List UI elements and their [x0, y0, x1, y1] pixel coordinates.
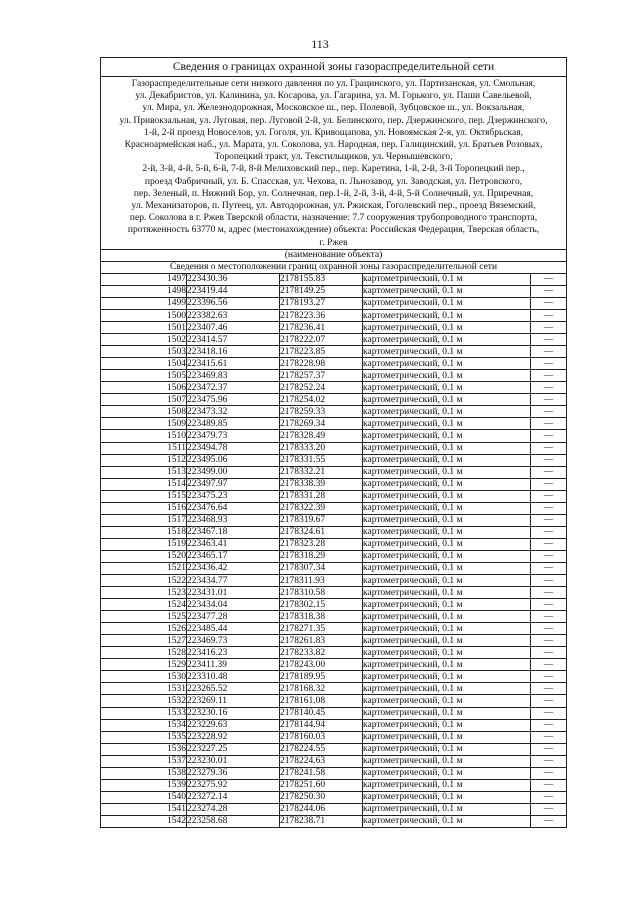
table-row [101, 647, 566, 659]
table-row [101, 478, 566, 490]
point-description: — [531, 755, 567, 767]
determination-method: картометрический, 0.1 м [363, 514, 531, 526]
determination-method: картометрический, 0.1 м [363, 490, 531, 502]
determination-method: картометрический, 0.1 м [363, 502, 531, 514]
x-coordinate: 223258.68 [187, 815, 280, 827]
point-number: 1504 [101, 358, 187, 370]
x-coordinate: 223415.61 [187, 358, 280, 370]
table-row [101, 587, 566, 599]
determination-method: картометрический, 0.1 м [363, 406, 531, 418]
table-row [101, 671, 566, 683]
x-coordinate: 223475.96 [187, 394, 280, 406]
determination-method: картометрический, 0.1 м [363, 382, 531, 394]
y-coordinate: 2178257.37 [280, 370, 363, 382]
y-coordinate: 2178241.58 [280, 767, 363, 779]
y-coordinate: 2178250.30 [280, 791, 363, 803]
point-description: — [531, 442, 567, 454]
point-number: 1530 [101, 671, 187, 683]
page-number: 113 [311, 37, 329, 51]
determination-method: картометрический, 0.1 м [363, 695, 531, 707]
point-description: — [531, 815, 567, 827]
table-row [101, 550, 566, 562]
y-coordinate: 2178323.28 [280, 538, 363, 550]
point-description: — [531, 767, 567, 779]
x-coordinate: 223275.92 [187, 779, 280, 791]
table-row [101, 575, 566, 587]
y-coordinate: 2178322.39 [280, 502, 363, 514]
x-coordinate: 223228.92 [187, 731, 280, 743]
point-description: — [531, 297, 567, 309]
point-description: — [531, 478, 567, 490]
x-coordinate: 223497.97 [187, 478, 280, 490]
y-coordinate: 2178333.20 [280, 442, 363, 454]
determination-method: картометрический, 0.1 м [363, 803, 531, 815]
table-row [101, 382, 566, 394]
determination-method: картометрический, 0.1 м [363, 562, 531, 574]
description-line: ул. Механизаторов, п. Путеец, ул. Автодорожная, ул. Ржиская, Гоголевский пер., проезд Вяземский, [131, 201, 536, 212]
object-name-caption: (наименование объекта) [101, 250, 566, 262]
point-description: — [531, 803, 567, 815]
point-number: 1537 [101, 755, 187, 767]
x-coordinate: 223469.73 [187, 635, 280, 647]
y-coordinate: 2178160.03 [280, 731, 363, 743]
description-line: Газораспределительные сети низкого давления по ул. Грацинского, ул. Партизанская, ул. Смольная, [131, 79, 536, 89]
x-coordinate: 223265.52 [187, 683, 280, 695]
point-description: — [531, 358, 567, 370]
table-row [101, 274, 566, 286]
point-number: 1518 [101, 526, 187, 538]
table-row [101, 502, 566, 514]
point-description: — [531, 743, 567, 755]
point-description: — [531, 659, 567, 671]
y-coordinate: 2178233.82 [280, 647, 363, 659]
y-coordinate: 2178319.67 [280, 514, 363, 526]
x-coordinate: 223407.46 [187, 322, 280, 334]
determination-method: картометрический, 0.1 м [363, 659, 531, 671]
description-line: протяженность 63770 м, адрес (местонахождение) объекта: Российская Федерация, Тверская область, [127, 225, 540, 236]
point-description: — [531, 466, 567, 478]
point-number: 1523 [101, 587, 187, 599]
table-row [101, 791, 566, 803]
y-coordinate: 2178328.49 [280, 430, 363, 442]
table-row [101, 418, 566, 430]
x-coordinate: 223419.44 [187, 285, 280, 297]
y-coordinate: 2178149.25 [280, 285, 363, 297]
description-line: ул. Мира, ул. Железнодорожная, Московское ш., пер. Полевой, Зубцовское ш., ул. Вокзальная, [142, 103, 525, 114]
determination-method: картометрический, 0.1 м [363, 478, 531, 490]
table-row [101, 490, 566, 502]
x-coordinate: 223489.85 [187, 418, 280, 430]
point-description: — [531, 406, 567, 418]
y-coordinate: 2178222.07 [280, 334, 363, 346]
description-line: Торопецкий тракт, ул. Текстильщиков, ул. Чернышевского, [214, 152, 453, 163]
point-number: 1541 [101, 803, 187, 815]
y-coordinate: 2178238.71 [280, 815, 363, 827]
determination-method: картометрический, 0.1 м [363, 538, 531, 550]
x-coordinate: 223495.06 [187, 454, 280, 466]
y-coordinate: 2178311.93 [280, 575, 363, 587]
determination-method: картометрический, 0.1 м [363, 707, 531, 719]
determination-method: картометрический, 0.1 м [363, 599, 531, 611]
table-row [101, 370, 566, 382]
point-description: — [531, 454, 567, 466]
table-row [101, 707, 566, 719]
point-number: 1525 [101, 611, 187, 623]
determination-method: картометрический, 0.1 м [363, 623, 531, 635]
y-coordinate: 2178161.08 [280, 695, 363, 707]
x-coordinate: 223269.11 [187, 695, 280, 707]
point-number: 1529 [101, 659, 187, 671]
description-line: ул. Привокзальная, ул. Луговая, пер. Луговой 2-й, ул. Белинского, пер. Дзержинского, пер. Дзержинского, [119, 115, 548, 126]
y-coordinate: 2178261.83 [280, 635, 363, 647]
y-coordinate: 2178193.27 [280, 297, 363, 309]
point-description: — [531, 514, 567, 526]
point-number: 1499 [101, 297, 187, 309]
point-description: — [531, 562, 567, 574]
point-description: — [531, 695, 567, 707]
point-number: 1501 [101, 322, 187, 334]
point-number: 1538 [101, 767, 187, 779]
point-description: — [531, 791, 567, 803]
y-coordinate: 2178236.41 [280, 322, 363, 334]
y-coordinate: 2178168.32 [280, 683, 363, 695]
table-row [101, 743, 566, 755]
determination-method: картометрический, 0.1 м [363, 394, 531, 406]
determination-method: картометрический, 0.1 м [363, 731, 531, 743]
description-line: 1-й, 2-й проезд Новоселов, ул. Гоголя, ул. Кривощапова, ул. Новоямская 2-я, ул. Октябрьская, [144, 127, 523, 138]
x-coordinate: 223434.77 [187, 575, 280, 587]
x-coordinate: 223499.00 [187, 466, 280, 478]
point-number: 1498 [101, 285, 187, 297]
determination-method: картометрический, 0.1 м [363, 454, 531, 466]
x-coordinate: 223430.36 [187, 274, 280, 286]
y-coordinate: 2178271.35 [280, 623, 363, 635]
point-number: 1536 [101, 743, 187, 755]
x-coordinate: 223472.37 [187, 382, 280, 394]
y-coordinate: 2178307.34 [280, 562, 363, 574]
y-coordinate: 2178224.55 [280, 743, 363, 755]
determination-method: картометрический, 0.1 м [363, 767, 531, 779]
point-number: 1517 [101, 514, 187, 526]
table-row [101, 767, 566, 779]
point-number: 1542 [101, 815, 187, 827]
table-row [101, 394, 566, 406]
point-number: 1516 [101, 502, 187, 514]
point-number: 1514 [101, 478, 187, 490]
table-row [101, 334, 566, 346]
point-description: — [531, 502, 567, 514]
point-description: — [531, 382, 567, 394]
determination-method: картометрический, 0.1 м [363, 791, 531, 803]
determination-method: картометрический, 0.1 м [363, 358, 531, 370]
point-number: 1503 [101, 346, 187, 358]
point-number: 1540 [101, 791, 187, 803]
x-coordinate: 223227.25 [187, 743, 280, 755]
determination-method: картометрический, 0.1 м [363, 671, 531, 683]
point-description: — [531, 334, 567, 346]
point-number: 1524 [101, 599, 187, 611]
table-row [101, 695, 566, 707]
description-line: г. Ржев [319, 237, 348, 248]
point-number: 1526 [101, 623, 187, 635]
description-line: пер. Зеленый, п. Нижний Бор, ул. Солнечная, пер.1-й, 2-й, 3-й, 4-й, 5-й Солнечный, ул. Приречная, [133, 188, 534, 199]
x-coordinate: 223272.14 [187, 791, 280, 803]
table-row [101, 815, 566, 827]
point-description: — [531, 671, 567, 683]
x-coordinate: 223230.01 [187, 755, 280, 767]
y-coordinate: 2178338.39 [280, 478, 363, 490]
point-number: 1522 [101, 575, 187, 587]
determination-method: картометрический, 0.1 м [363, 743, 531, 755]
point-description: — [531, 418, 567, 430]
table-row [101, 623, 566, 635]
determination-method: картометрический, 0.1 м [363, 587, 531, 599]
y-coordinate: 2178251.60 [280, 779, 363, 791]
point-description: — [531, 550, 567, 562]
x-coordinate: 223475.23 [187, 490, 280, 502]
determination-method: картометрический, 0.1 м [363, 683, 531, 695]
determination-method: картометрический, 0.1 м [363, 442, 531, 454]
x-coordinate: 223411.39 [187, 659, 280, 671]
x-coordinate: 223469.83 [187, 370, 280, 382]
y-coordinate: 2178332.21 [280, 466, 363, 478]
determination-method: картометрический, 0.1 м [363, 297, 531, 309]
x-coordinate: 223434.04 [187, 599, 280, 611]
point-description: — [531, 370, 567, 382]
point-description: — [531, 309, 567, 321]
determination-method: картометрический, 0.1 м [363, 815, 531, 827]
table-row [101, 466, 566, 478]
point-description: — [531, 538, 567, 550]
point-number: 1511 [101, 442, 187, 454]
x-coordinate: 223431.01 [187, 587, 280, 599]
determination-method: картометрический, 0.1 м [363, 647, 531, 659]
description-line: ул. Декабристов, ул. Калинина, ул. Косарова, ул. Гагарина, ул. М. Горького, ул. Паши Савельевой, [135, 91, 532, 102]
point-number: 1527 [101, 635, 187, 647]
x-coordinate: 223465.17 [187, 550, 280, 562]
table-row [101, 755, 566, 767]
y-coordinate: 2178324.61 [280, 526, 363, 538]
y-coordinate: 2178302.15 [280, 599, 363, 611]
determination-method: картометрический, 0.1 м [363, 430, 531, 442]
x-coordinate: 223416.23 [187, 647, 280, 659]
determination-method: картометрический, 0.1 м [363, 334, 531, 346]
table-row [101, 322, 566, 334]
determination-method: картометрический, 0.1 м [363, 526, 531, 538]
point-description: — [531, 490, 567, 502]
determination-method: картометрический, 0.1 м [363, 611, 531, 623]
y-coordinate: 2178243.00 [280, 659, 363, 671]
coordinates-table [101, 274, 566, 828]
x-coordinate: 223494.78 [187, 442, 280, 454]
y-coordinate: 2178223.85 [280, 346, 363, 358]
point-description: — [531, 731, 567, 743]
determination-method: картометрический, 0.1 м [363, 466, 531, 478]
determination-method: картометрический, 0.1 м [363, 418, 531, 430]
determination-method: картометрический, 0.1 м [363, 550, 531, 562]
point-description: — [531, 611, 567, 623]
point-description: — [531, 285, 567, 297]
table-row [101, 719, 566, 731]
point-number: 1531 [101, 683, 187, 695]
x-coordinate: 223473.32 [187, 406, 280, 418]
point-number: 1532 [101, 695, 187, 707]
point-number: 1519 [101, 538, 187, 550]
x-coordinate: 223477.28 [187, 611, 280, 623]
x-coordinate: 223310.48 [187, 671, 280, 683]
table-row [101, 611, 566, 623]
point-description: — [531, 587, 567, 599]
boundary-document [100, 57, 567, 828]
table-row [101, 297, 566, 309]
point-description: — [531, 623, 567, 635]
table-row [101, 358, 566, 370]
point-number: 1507 [101, 394, 187, 406]
determination-method: картометрический, 0.1 м [363, 755, 531, 767]
x-coordinate: 223467.18 [187, 526, 280, 538]
x-coordinate: 223479.73 [187, 430, 280, 442]
table-row [101, 285, 566, 297]
determination-method: картометрический, 0.1 м [363, 274, 531, 286]
point-number: 1534 [101, 719, 187, 731]
point-description: — [531, 394, 567, 406]
point-number: 1510 [101, 430, 187, 442]
point-description: — [531, 526, 567, 538]
point-description: — [531, 635, 567, 647]
determination-method: картометрический, 0.1 м [363, 309, 531, 321]
point-description: — [531, 430, 567, 442]
document-title: Сведения о границах охранной зоны газораспределительной сети [101, 58, 566, 77]
x-coordinate: 223418.16 [187, 346, 280, 358]
point-number: 1512 [101, 454, 187, 466]
table-row [101, 406, 566, 418]
point-number: 1533 [101, 707, 187, 719]
point-description: — [531, 346, 567, 358]
x-coordinate: 223436.42 [187, 562, 280, 574]
point-number: 1502 [101, 334, 187, 346]
object-description [101, 77, 566, 250]
description-line: пер. Соколова в г. Ржев Тверской области, назначение: 7.7 сооружения трубопроводного транспорта, [129, 213, 538, 224]
point-description: — [531, 322, 567, 334]
table-row [101, 562, 566, 574]
table-row [101, 683, 566, 695]
x-coordinate: 223274.28 [187, 803, 280, 815]
table-row [101, 599, 566, 611]
y-coordinate: 2178144.94 [280, 719, 363, 731]
point-description: — [531, 599, 567, 611]
table-row [101, 635, 566, 647]
determination-method: картометрический, 0.1 м [363, 779, 531, 791]
point-number: 1520 [101, 550, 187, 562]
point-description: — [531, 683, 567, 695]
point-description: — [531, 575, 567, 587]
point-number: 1509 [101, 418, 187, 430]
description-line: проезд Фабричный, ул. Б. Спасская, ул. Чехова, п. Льнозавод, ул. Заводская, ул. Петровского, [144, 176, 523, 187]
point-number: 1513 [101, 466, 187, 478]
y-coordinate: 2178269.34 [280, 418, 363, 430]
table-row [101, 346, 566, 358]
point-number: 1500 [101, 309, 187, 321]
point-description: — [531, 707, 567, 719]
x-coordinate: 223382.63 [187, 309, 280, 321]
point-number: 1539 [101, 779, 187, 791]
point-description: — [531, 647, 567, 659]
point-number: 1535 [101, 731, 187, 743]
y-coordinate: 2178189.95 [280, 671, 363, 683]
y-coordinate: 2178140.45 [280, 707, 363, 719]
point-number: 1508 [101, 406, 187, 418]
y-coordinate: 2178254.02 [280, 394, 363, 406]
point-description: — [531, 719, 567, 731]
table-row [101, 538, 566, 550]
y-coordinate: 2178318.38 [280, 611, 363, 623]
x-coordinate: 223396.56 [187, 297, 280, 309]
table-row [101, 779, 566, 791]
x-coordinate: 223485.44 [187, 623, 280, 635]
determination-method: картометрический, 0.1 м [363, 322, 531, 334]
coordinates-subtitle: Сведения о местоположении границ охранной зоны газораспределительной сети [101, 262, 566, 274]
determination-method: картометрический, 0.1 м [363, 346, 531, 358]
x-coordinate: 223229.63 [187, 719, 280, 731]
y-coordinate: 2178228.98 [280, 358, 363, 370]
x-coordinate: 223468.93 [187, 514, 280, 526]
point-description: — [531, 274, 567, 286]
table-row [101, 430, 566, 442]
point-number: 1506 [101, 382, 187, 394]
x-coordinate: 223279.36 [187, 767, 280, 779]
y-coordinate: 2178331.28 [280, 490, 363, 502]
point-number: 1505 [101, 370, 187, 382]
point-number: 1497 [101, 274, 187, 286]
table-row [101, 309, 566, 321]
point-description: — [531, 779, 567, 791]
point-number: 1521 [101, 562, 187, 574]
description-line: 2-й, 3-й, 4-й, 5-й, 6-й, 7-й, 8-й Мелиховский пер., пер. Каретина, 1-й, 2-й, 3-й Торопецкий пер., [142, 164, 525, 175]
table-row [101, 659, 566, 671]
y-coordinate: 2178252.24 [280, 382, 363, 394]
x-coordinate: 223463.41 [187, 538, 280, 550]
point-number: 1528 [101, 647, 187, 659]
x-coordinate: 223414.57 [187, 334, 280, 346]
table-row [101, 442, 566, 454]
y-coordinate: 2178155.83 [280, 274, 363, 286]
y-coordinate: 2178244.06 [280, 803, 363, 815]
y-coordinate: 2178331.55 [280, 454, 363, 466]
determination-method: картометрический, 0.1 м [363, 635, 531, 647]
description-line: Красноармейская наб., ул. Марата, ул. Соколова, ул. Народная, пер. Галицинский, ул. Братьев Розовых, [124, 140, 543, 151]
table-row [101, 514, 566, 526]
y-coordinate: 2178318.29 [280, 550, 363, 562]
table-row [101, 803, 566, 815]
table-row [101, 731, 566, 743]
determination-method: картометрический, 0.1 м [363, 575, 531, 587]
point-number: 1515 [101, 490, 187, 502]
table-row [101, 454, 566, 466]
y-coordinate: 2178259.33 [280, 406, 363, 418]
determination-method: картометрический, 0.1 м [363, 285, 531, 297]
x-coordinate: 223476.64 [187, 502, 280, 514]
y-coordinate: 2178310.58 [280, 587, 363, 599]
determination-method: картометрический, 0.1 м [363, 370, 531, 382]
y-coordinate: 2178224.63 [280, 755, 363, 767]
table-row [101, 526, 566, 538]
determination-method: картометрический, 0.1 м [363, 719, 531, 731]
y-coordinate: 2178223.36 [280, 309, 363, 321]
x-coordinate: 223230.16 [187, 707, 280, 719]
